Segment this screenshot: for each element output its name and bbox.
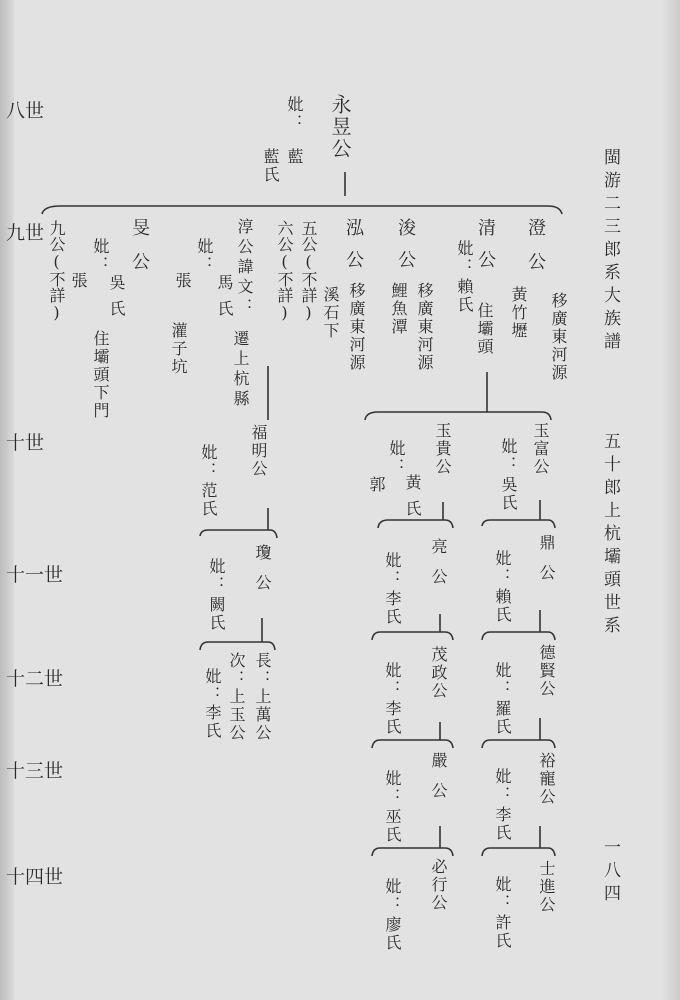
gen12-second-son: 次：上玉公 (227, 652, 246, 742)
gen14-bixing-name: 必行公 (429, 858, 448, 912)
gen11-ding-spouse-label: 妣： (493, 550, 512, 586)
gen9-qing-name: 清公 (475, 218, 496, 282)
gen12-first-son: 長：上萬公 (253, 652, 272, 742)
gen9-chun-name: 淳公諱文： (235, 218, 254, 318)
gen9-min-name: 旻公 (129, 218, 150, 286)
gen9-min-note: 住壩頭下門 (91, 330, 110, 420)
gen10-yugui-spouse-label: 妣： (387, 440, 406, 476)
gen-label-11: 十一世 (6, 564, 64, 586)
gen14-shijin-name: 士進公 (537, 860, 556, 914)
gen9-jun-name: 浚公 (395, 218, 416, 282)
gen12-dexian-spouse: 羅氏 (493, 700, 512, 736)
gen9-jiu-name: 九公(不詳) (47, 220, 66, 322)
gen10-yufu-spouse: 吳氏 (499, 476, 518, 512)
gen9-jun-place: 鯉魚潭 (389, 282, 408, 336)
gen9-min-spouse-1: 吳氏 (107, 274, 126, 326)
gen9-wu-note: 溪石下 (321, 286, 340, 340)
gen11-ding-name: 鼎公 (537, 534, 556, 594)
gen9-cheng-name: 澄公 (525, 218, 546, 286)
gen9-chun-spouse-2: 張 (173, 272, 192, 290)
gen9-min-spouse-label: 妣： (91, 238, 110, 274)
gen10-yugui-name: 玉貴公 (433, 422, 452, 476)
gen10-yufu-spouse-label: 妣： (499, 438, 518, 474)
gen-label-12: 十二世 (6, 668, 64, 690)
gen11-ding-spouse: 賴氏 (493, 588, 512, 624)
gen12-dexian-name: 德賢公 (537, 644, 556, 698)
gen-label-13: 十三世 (6, 760, 64, 782)
section-title: 五十郎上杭壩頭世系 (600, 432, 620, 639)
gen10-yugui-spouse-2: 郭 (367, 476, 386, 494)
gen13-yuchong-spouse-label: 妣： (493, 768, 512, 804)
gen11-qiong-spouse: 闕氏 (207, 596, 226, 632)
gen14-bixing-spouse: 廖氏 (383, 916, 402, 952)
gen9-liu-name: 六公(不詳) (275, 220, 294, 322)
gen10-yufu-name: 玉富公 (531, 422, 550, 476)
gen10-yugui-spouse-1: 黃氏 (403, 474, 422, 526)
gen10-fuming-spouse-label: 妣： (199, 444, 218, 480)
gen9-qing-note: 住壩頭 (475, 302, 494, 356)
gen9-qing-spouse-label: 妣： (455, 240, 474, 276)
book-title: 閩游二三郎系大族譜 (600, 148, 620, 355)
page-number: 一八四 (600, 838, 620, 907)
gen13-yan-name: 嚴公 (429, 752, 448, 812)
gen9-jun-note: 移廣東河源 (415, 282, 434, 372)
gen12-sons-spouse: 妣：李氏 (203, 668, 222, 740)
gen9-chun-note-1: 遷上杭縣 (231, 330, 250, 410)
gen13-yuchong-spouse: 李氏 (493, 806, 512, 842)
gen11-liang-spouse-label: 妣： (383, 552, 402, 588)
gen14-shijin-spouse: 許氏 (493, 914, 512, 950)
gen11-liang-name: 亮公 (429, 538, 448, 598)
gen9-chun-spouse-label: 妣： (195, 238, 214, 274)
gen9-cheng-place: 黃竹壢 (509, 286, 528, 340)
gen12-maozheng-spouse: 李氏 (383, 700, 402, 736)
gen8-spouse-label: 妣： (285, 96, 304, 132)
gen-label-9: 九世 (6, 222, 45, 244)
gen14-shijin-spouse-label: 妣： (493, 876, 512, 912)
gen-label-14: 十四世 (6, 866, 64, 888)
gen9-wu-name: 五公(不詳) (299, 220, 318, 322)
gen9-chun-note-2: 灌子坑 (169, 322, 188, 376)
gen9-hong-note: 移廣東河源 (347, 282, 366, 372)
gen12-maozheng-name: 茂政公 (429, 646, 448, 700)
gen13-yuchong-name: 裕寵公 (537, 752, 556, 806)
gen11-qiong-name: 瓊公 (253, 544, 272, 604)
gen13-yan-spouse-label: 妣： (383, 770, 402, 806)
gen11-qiong-spouse-label: 妣： (207, 558, 226, 594)
gen13-yan-spouse: 巫氏 (383, 808, 402, 844)
gen8-spouse-1: 藍 (285, 148, 304, 166)
gen8-spouse-2: 藍氏 (261, 148, 280, 184)
gen9-hong-name: 泓公 (343, 218, 364, 282)
gen9-chun-spouse-1: 馬氏 (215, 274, 234, 326)
gen-label-10: 十世 (6, 432, 45, 454)
gen9-cheng-note: 移廣東河源 (549, 292, 568, 382)
gen12-dexian-spouse-label: 妣： (493, 662, 512, 698)
gen8-ancestor-name: 永昱公 (328, 94, 352, 160)
gen10-fuming-name: 福明公 (249, 424, 268, 478)
gen9-min-spouse-2: 張 (69, 272, 88, 290)
gen-label-8: 八世 (6, 100, 45, 122)
gen14-bixing-spouse-label: 妣： (383, 878, 402, 914)
gen12-maozheng-spouse-label: 妣： (383, 662, 402, 698)
gen10-fuming-spouse: 范氏 (199, 482, 218, 518)
gen11-liang-spouse: 李氏 (383, 590, 402, 626)
gen9-qing-spouse: 賴氏 (455, 278, 474, 314)
